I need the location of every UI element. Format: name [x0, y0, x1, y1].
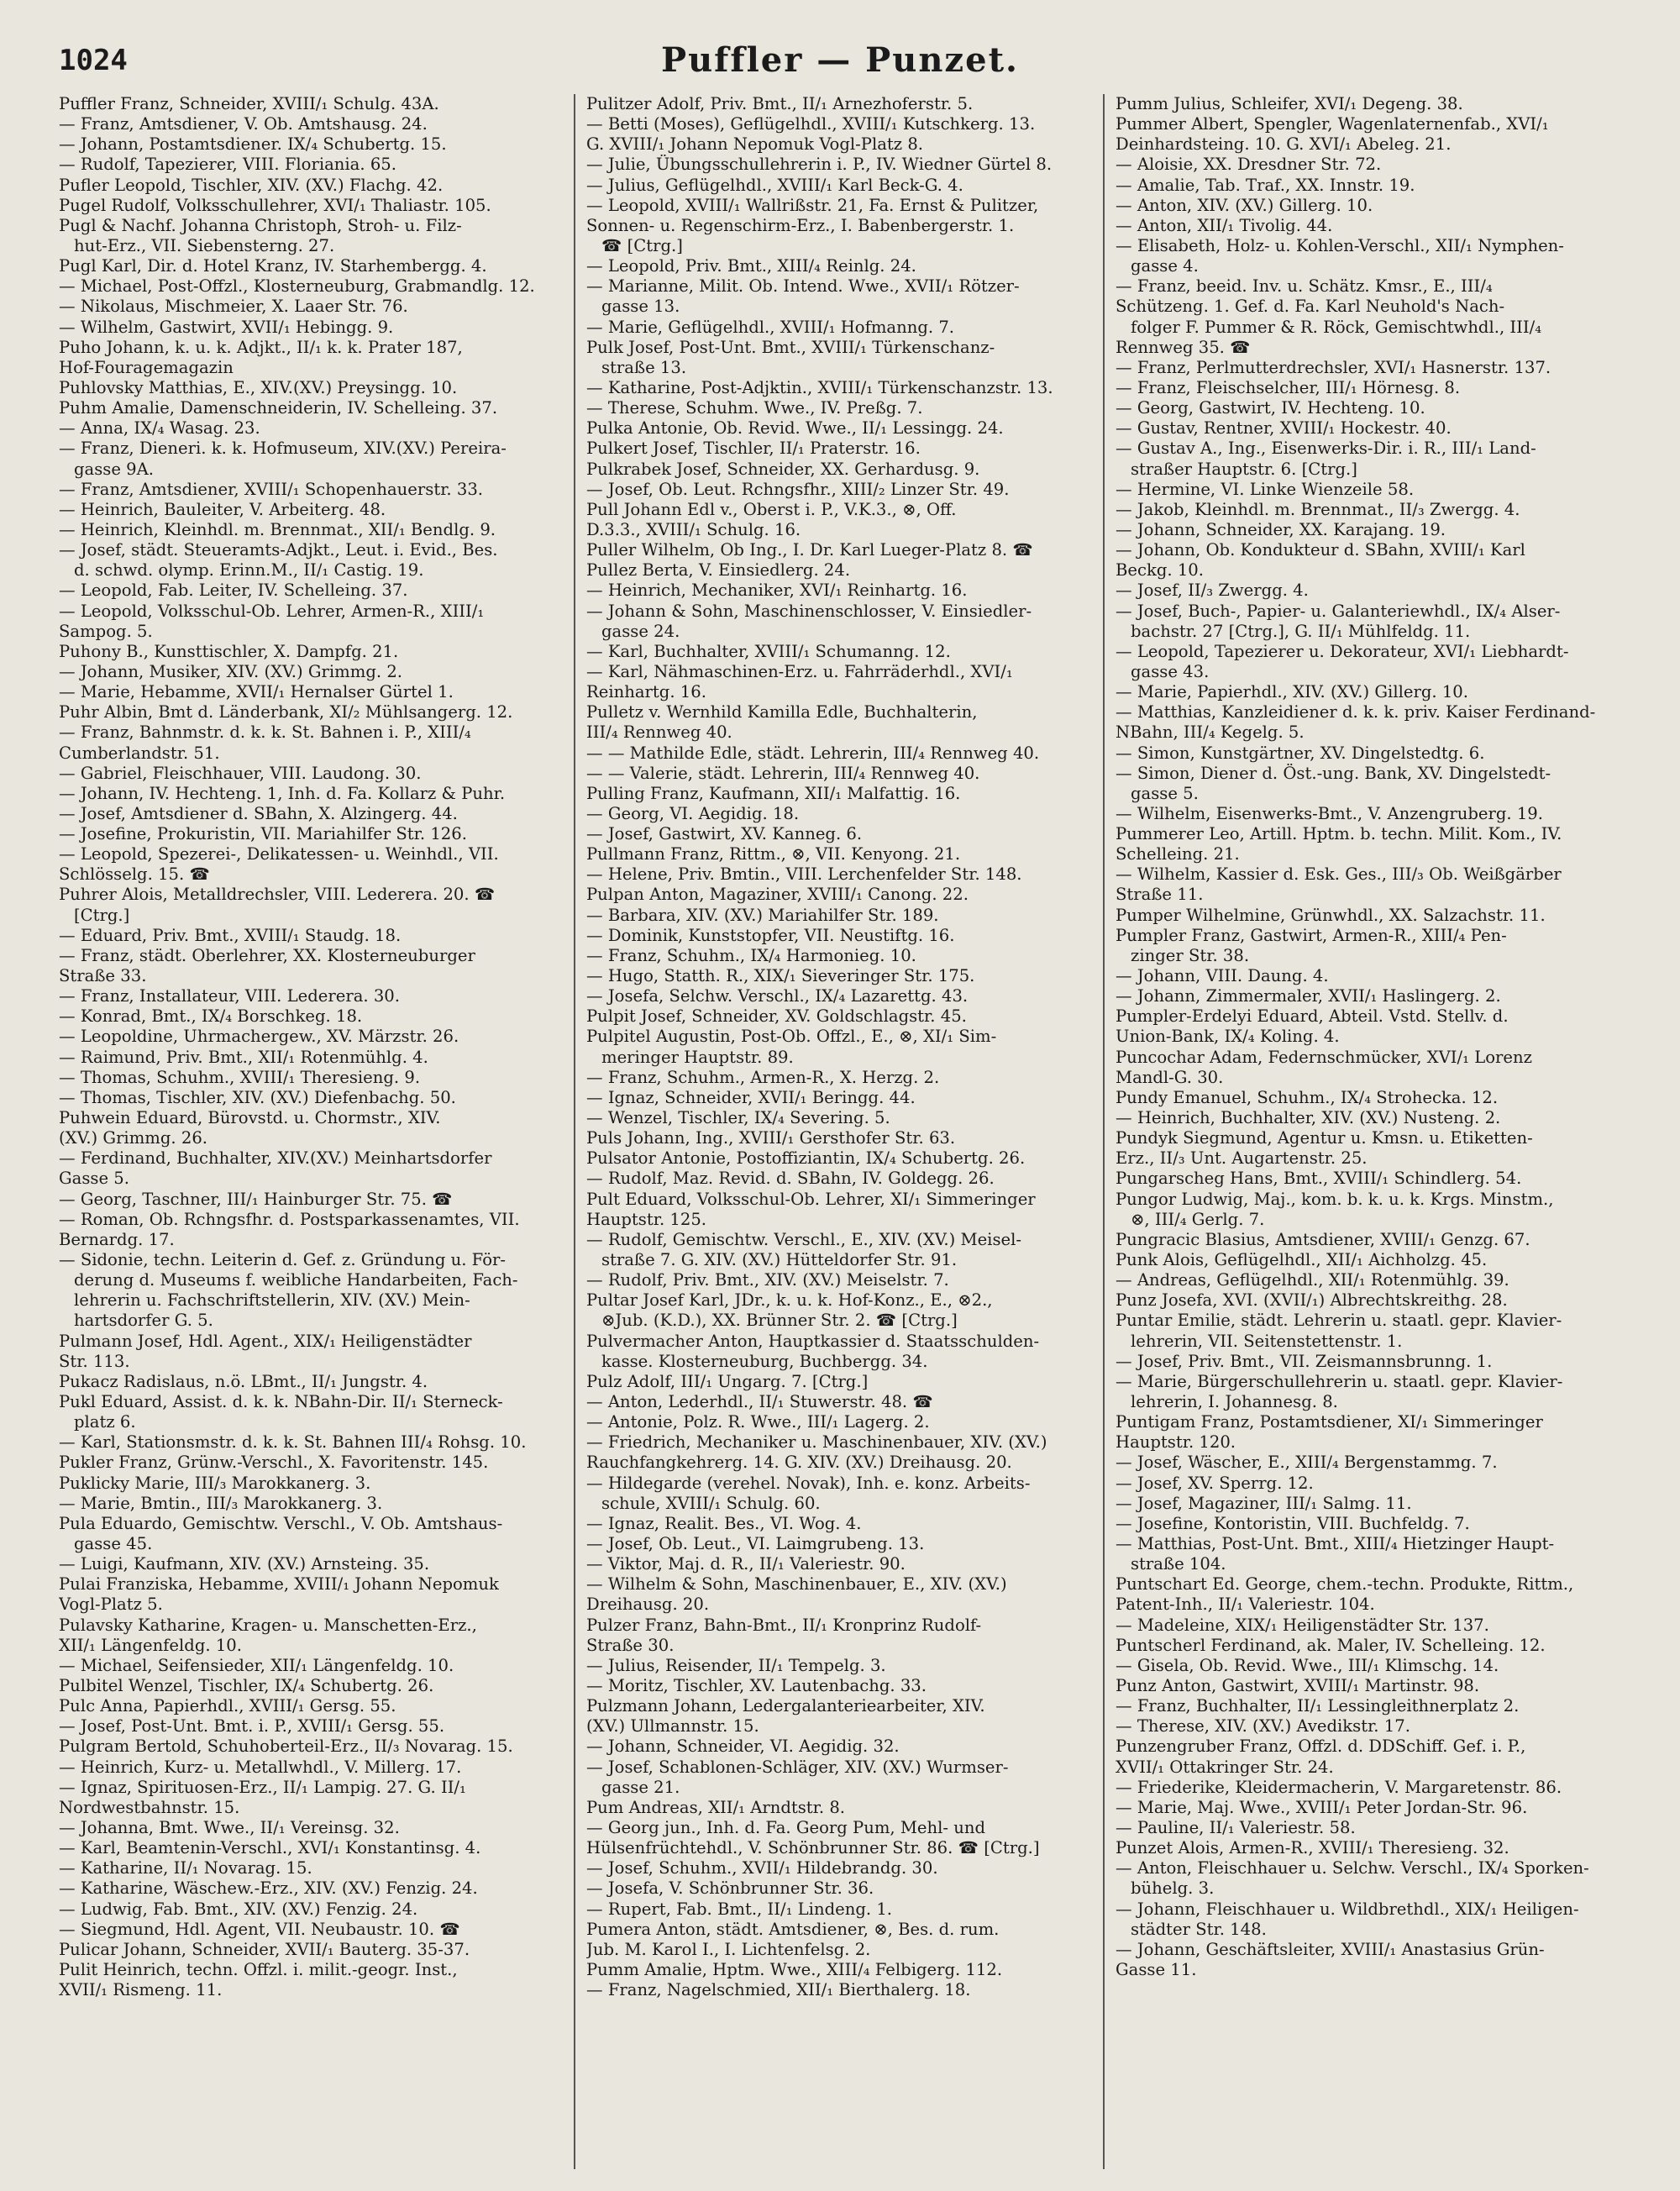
directory-entry-line: — Georg, VI. Aegidig. 18. [586, 803, 800, 823]
directory-entry-line: hartsdorfer G. 5. [74, 1311, 213, 1331]
directory-entry-line: — Ignaz, Schneider, XVII/₁ Beringg. 44. [586, 1087, 916, 1107]
directory-entry-line: derung d. Museums f. weibliche Handarbeiten, Fach- [74, 1270, 518, 1290]
directory-entry-line: [Ctrg.] [74, 905, 130, 925]
directory-column-1 [59, 94, 563, 2169]
directory-entry-line: — Viktor, Maj. d. R., II/₁ Valeriestr. 90. [586, 1554, 906, 1574]
directory-entry-line: — Marie, Bürgerschullehrerin u. staatl. gepr. Klavier- [1116, 1371, 1563, 1391]
directory-entry-line: — Heinrich, Buchhalter, XIV. (XV.) Nusteng. 2. [1116, 1108, 1501, 1128]
directory-entry-line: Pukacz Radislaus, n.ö. LBmt., II/₁ Jungstr. 4. [59, 1371, 428, 1391]
directory-entry-line: Bernardg. 17. [59, 1229, 175, 1249]
directory-entry-line: Puho Johann, k. u. k. Adjkt., II/₁ k. k. Prater 187, [59, 337, 463, 357]
directory-entry-line: — Jakob, Kleinhdl. m. Brennmat., II/₃ Zwergg. 4. [1116, 499, 1520, 519]
directory-entry-line: Sonnen- u. Regenschirm-Erz., I. Babenbergerstr. 1. [586, 215, 1015, 235]
directory-entry-line: — Rudolf, Gemischtw. Verschl., E., XIV. (XV.) Meisel- [586, 1229, 1021, 1249]
directory-entry-line: — Wilhelm, Gastwirt, XVII/₁ Hebingg. 9. [59, 317, 394, 337]
directory-entry-line: folger F. Pummer & R. Röck, Gemischtwhdl., III/₄ [1131, 317, 1542, 337]
directory-entry-line: — Georg jun., Inh. d. Fa. Georg Pum, Mehl- und [586, 1817, 986, 1837]
directory-entry-line: — Madeleine, XIX/₁ Heiligenstädter Str. 137. [1116, 1615, 1489, 1635]
directory-entry-line: — Franz, Buchhalter, II/₁ Lessingleithnerplatz 2. [1116, 1696, 1520, 1716]
directory-entry-line: — Eduard, Priv. Bmt., XVIII/₁ Staudg. 18. [59, 925, 402, 945]
directory-entry-line: — Johann, Postamtsdiener. IX/₄ Schubertg. 15. [59, 134, 447, 155]
directory-entry-line: — Michael, Seifensieder, XII/₁ Längenfeldg. 10. [59, 1655, 454, 1675]
directory-entry-line: — Ferdinand, Buchhalter, XIV.(XV.) Meinhartsdorfer [59, 1148, 492, 1169]
directory-entry-line: — Rupert, Fab. Bmt., II/₁ Lindeng. 1. [586, 1899, 893, 1919]
directory-entry-line: — Betti (Moses), Geflügelhdl., XVIII/₁ Kutschkerg. 13. [586, 114, 1036, 134]
directory-entry-line: — Josef, Amtsdiener d. SBahn, X. Alzingerg. 44. [59, 803, 458, 823]
directory-entry-line: Nordwestbahnstr. 15. [59, 1797, 240, 1817]
directory-entry-line: Punzengruber Franz, Offzl. d. DDSchiff. Gef. i. P., [1116, 1737, 1526, 1757]
directory-entry-line: — Gustav A., Ing., Eisenwerks-Dir. i. R., III/₁ Land- [1116, 439, 1536, 459]
directory-entry-line: Pulletz v. Wernhild Kamilla Edle, Buchhalterin, [586, 702, 978, 722]
directory-entry-line: — Thomas, Schuhm., XVIII/₁ Theresieng. 9. [59, 1067, 421, 1087]
directory-entry-line: — Josef, Schuhm., XVII/₁ Hildebrandg. 30. [586, 1858, 938, 1878]
directory-entry-line: — Josefine, Kontoristin, VIII. Buchfeldg. 7. [1116, 1513, 1470, 1533]
directory-entry-line: Pumpler-Erdelyi Eduard, Abteil. Vstd. Stellv. d. [1116, 1006, 1509, 1027]
directory-entry-line: — Marie, Bmtin., III/₃ Marokkanerg. 3. [59, 1493, 383, 1513]
directory-columns [59, 94, 1621, 2169]
directory-entry-line: — Karl, Nähmaschinen-Erz. u. Fahrräderhdl., XVI/₁ [586, 661, 1013, 681]
directory-entry-line: Pulling Franz, Kaufmann, XII/₁ Malfattig. 16. [586, 783, 961, 803]
directory-entry-line: Pulitzer Adolf, Priv. Bmt., II/₁ Arnezhoferstr. 5. [586, 94, 974, 113]
directory-entry-line: — Franz, Schuhm., IX/₄ Harmonieg. 10. [586, 945, 916, 965]
directory-entry-line: — Marie, Geflügelhdl., XVIII/₁ Hofmanng. 7. [586, 317, 955, 337]
directory-entry-line: — Rudolf, Maz. Revid. d. SBahn, IV. Goldegg. 26. [586, 1169, 995, 1189]
directory-entry-line: Schlösselg. 15. ☎ [59, 864, 210, 885]
directory-entry-line: Pulk Josef, Post-Unt. Bmt., XVIII/₁ Türkenschanz- [586, 337, 995, 357]
directory-entry-line: — Josef, Buch-, Papier- u. Galanteriewhdl., IX/₄ Alser- [1116, 601, 1561, 621]
directory-entry-line: Pullmann Franz, Rittm., ⊗, VII. Kenyong. 21. [586, 844, 961, 864]
directory-entry-line: — — Valerie, städt. Lehrerin, III/₄ Rennweg 40. [586, 763, 980, 783]
directory-entry-line: — Nikolaus, Mischmeier, X. Laaer Str. 76. [59, 297, 408, 317]
directory-entry-line: Pumper Wilhelmine, Grünwhdl., XX. Salzachstr. 11. [1116, 905, 1546, 925]
directory-entry-line: — Friedrich, Mechaniker u. Maschinenbauer, XIV. (XV.) [586, 1432, 1047, 1453]
directory-entry-line: Pulit Heinrich, techn. Offzl. i. milit.-geogr. Inst., [59, 1959, 458, 1979]
directory-entry-line: kasse. Klosterneuburg, Buchbergg. 34. [601, 1351, 928, 1371]
directory-entry-line: — Karl, Buchhalter, XVIII/₁ Schumanng. 12. [586, 641, 951, 661]
directory-entry-line: Hauptstr. 120. [1116, 1432, 1236, 1453]
directory-entry-line: Puhrer Alois, Metalldrechsler, VIII. Lederera. 20. ☎ [59, 885, 496, 905]
directory-entry-line: — Matthias, Post-Unt. Bmt., XIII/₄ Hietzinger Haupt- [1116, 1533, 1555, 1553]
directory-entry-line: Deinhardsteing. 10. G. XVI/₁ Abeleg. 21. [1116, 134, 1452, 155]
directory-entry-line: Puhlovsky Matthias, E., XIV.(XV.) Preysingg. 10. [59, 377, 458, 397]
directory-entry-line: Straße 11. [1116, 885, 1204, 905]
directory-entry-line: Pungracic Blasius, Amtsdiener, XVIII/₁ Genzg. 67. [1116, 1229, 1530, 1249]
directory-entry-line: — Hildegarde (verehel. Novak), Inh. e. konz. Arbeits- [586, 1473, 1031, 1493]
directory-entry-line: Pulsator Antonie, Postoffiziantin, IX/₄ Schubertg. 26. [586, 1148, 1026, 1169]
directory-entry-line: — Siegmund, Hdl. Agent, VII. Neubaustr. 10. ☎ [59, 1919, 460, 1939]
directory-entry-line: — Rudolf, Priv. Bmt., XIV. (XV.) Meiselstr. 7. [586, 1270, 949, 1290]
directory-entry-line: — Johann, Geschäftsleiter, XVIII/₁ Anastasius Grün- [1116, 1939, 1545, 1959]
directory-entry-line: Pungarscheg Hans, Bmt., XVIII/₁ Schindlerg. 54. [1116, 1169, 1522, 1189]
directory-entry-line: Schelleing. 21. [1116, 844, 1240, 864]
directory-entry-line: NBahn, III/₄ Kegelg. 5. [1116, 722, 1305, 743]
directory-entry-line: — Johanna, Bmt. Wwe., II/₁ Vereinsg. 32. [59, 1817, 400, 1837]
directory-entry-line: Pulbitel Wenzel, Tischler, IX/₄ Schubertg. 26. [59, 1675, 434, 1695]
directory-entry-line: — Aloisie, XX. Dresdner Str. 72. [1116, 155, 1382, 175]
directory-entry-line: schule, XVIII/₁ Schulg. 60. [601, 1493, 821, 1513]
directory-entry-line: — Gabriel, Fleischhauer, VIII. Laudong. 30. [59, 763, 422, 783]
directory-entry-line: — Johann, Zimmermaler, XVII/₁ Haslingerg. 2. [1116, 986, 1501, 1006]
directory-entry-line: — Heinrich, Kurz- u. Metallwhdl., V. Millerg. 17. [59, 1757, 462, 1777]
directory-entry-line: XVII/₁ Rismeng. 11. [59, 1980, 223, 2000]
directory-entry-line: — Anna, IX/₄ Wasag. 23. [59, 418, 260, 439]
directory-entry-line: — Heinrich, Bauleiter, V. Arbeiterg. 48. [59, 499, 386, 519]
directory-entry-line: — — Mathilde Edle, städt. Lehrerin, III/₄ Rennweg 40. [586, 743, 1040, 763]
directory-entry-line: — Georg, Gastwirt, IV. Hechteng. 10. [1116, 398, 1425, 418]
directory-entry-line: — Josef, XV. Sperrg. 12. [1116, 1473, 1314, 1493]
directory-entry-line: lehrerin, VII. Seitenstettenstr. 1. [1131, 1331, 1403, 1351]
directory-entry-line: — Amalie, Tab. Traf., XX. Innstr. 19. [1116, 175, 1415, 195]
directory-entry-line: — Antonie, Polz. R. Wwe., III/₁ Lagerg. 2. [586, 1412, 930, 1432]
directory-entry-line: Punz Josefa, XVI. (XVII/₁) Albrechtskreithg. 28. [1116, 1290, 1508, 1311]
directory-entry-line: gasse 13. [601, 297, 680, 317]
directory-entry-line: Beckg. 10. [1116, 560, 1205, 581]
directory-entry-line: — Leopoldine, Uhrmachergew., XV. Märzstr. 26. [59, 1027, 459, 1047]
directory-entry-line: — Andreas, Geflügelhdl., XII/₁ Rotenmühlg. 39. [1116, 1270, 1509, 1290]
directory-entry-line: Pultar Josef Karl, JDr., k. u. k. Hof-Konz., E., ⊗2., [586, 1290, 993, 1311]
directory-entry-line: — Raimund, Priv. Bmt., XII/₁ Rotenmühlg. 4. [59, 1047, 428, 1067]
directory-entry-line: meringer Hauptstr. 89. [601, 1047, 794, 1067]
directory-entry-line: — Franz, Fleischselcher, III/₁ Hörnesg. 8. [1116, 377, 1461, 397]
directory-entry-line: — Josefine, Prokuristin, VII. Mariahilfer Str. 126. [59, 824, 467, 844]
directory-entry-line: Pulzmann Johann, Ledergalanteriearbeiter, XIV. [586, 1696, 985, 1716]
directory-entry-line: III/₄ Rennweg 40. [586, 722, 732, 743]
directory-entry-line: — Thomas, Tischler, XIV. (XV.) Diefenbachg. 50. [59, 1087, 456, 1107]
directory-entry-line: Rauchfangkehrerg. 14. G. XIV. (XV.) Dreihausg. 20. [586, 1453, 1012, 1473]
directory-column-2 [586, 94, 1090, 2169]
directory-entry-line: — Heinrich, Kleinhdl. m. Brennmat., XII/₁ Bendlg. 9. [59, 519, 496, 539]
directory-entry-line: — Gisela, Ob. Revid. Wwe., III/₁ Klimschg. 14. [1116, 1655, 1499, 1675]
directory-entry-line: — Katharine, II/₁ Novarag. 15. [59, 1858, 312, 1878]
directory-entry-line: Straße 30. [586, 1635, 675, 1655]
directory-entry-line: Pumm Julius, Schleifer, XVI/₁ Degeng. 38. [1116, 94, 1463, 113]
page-title: Puffler — Punzet. [661, 40, 1019, 80]
directory-entry-line: Pukler Franz, Grünw.-Verschl., X. Favoritenstr. 145. [59, 1453, 489, 1473]
directory-entry-line: Punz Anton, Gastwirt, XVIII/₁ Martinstr. 98. [1116, 1675, 1480, 1695]
directory-entry-line: — Josefa, Selchw. Verschl., IX/₄ Lazarettg. 43. [586, 986, 969, 1006]
directory-entry-line: (XV.) Ullmannstr. 15. [586, 1716, 759, 1737]
directory-entry-line: — Konrad, Bmt., IX/₄ Borschkeg. 18. [59, 1006, 363, 1027]
directory-entry-line: — Josef, Wäscher, E., XIII/₄ Bergenstammg. 7. [1116, 1453, 1498, 1473]
directory-entry-line: Pukl Eduard, Assist. d. k. k. NBahn-Dir. II/₁ Sterneck- [59, 1392, 503, 1411]
directory-entry-line: — Dominik, Kunststopfer, VII. Neustiftg. 16. [586, 925, 955, 945]
directory-entry-line: Pulpit Josef, Schneider, XV. Goldschlagstr. 45. [586, 1006, 967, 1027]
directory-entry-line: Pulz Adolf, III/₁ Ungarg. 7. [Ctrg.] [586, 1371, 869, 1391]
directory-entry-line: Pumera Anton, städt. Amtsdiener, ⊗, Bes. d. rum. [586, 1919, 1000, 1939]
directory-entry-line: — Michael, Post-Offzl., Klosterneuburg, Grabmandlg. 12. [59, 276, 535, 297]
directory-entry-line: Pum Andreas, XII/₁ Arndtstr. 8. [586, 1797, 846, 1817]
directory-entry-line: — Franz, Dieneri. k. k. Hofmuseum, XIV.(XV.) Pereira- [59, 439, 507, 459]
directory-entry-line: — Therese, XIV. (XV.) Avedikstr. 17. [1116, 1716, 1410, 1737]
directory-entry-line: gasse 43. [1131, 661, 1210, 681]
directory-entry-line: — Franz, Schuhm., Armen-R., X. Herzg. 2. [586, 1067, 940, 1087]
directory-entry-line: Pundyk Siegmund, Agentur u. Kmsn. u. Etiketten- [1116, 1128, 1533, 1148]
directory-entry-line: — Anton, Fleischhauer u. Selchw. Verschl., IX/₄ Sporken- [1116, 1858, 1589, 1878]
directory-entry-line: gasse 21. [601, 1777, 680, 1797]
directory-entry-line: lehrerin, I. Johannesg. 8. [1131, 1392, 1338, 1411]
directory-entry-line: — Pauline, II/₁ Valeriestr. 58. [1116, 1817, 1356, 1837]
directory-entry-line: — Leopold, XVIII/₁ Wallrißstr. 21, Fa. Ernst & Pulitzer, [586, 195, 1039, 215]
directory-entry-line: — Anton, Lederhdl., II/₁ Stuwerstr. 48. ☎ [586, 1392, 933, 1411]
directory-entry-line: — Friederike, Kleidermacherin, V. Margaretenstr. 86. [1116, 1777, 1562, 1797]
directory-entry-line: Str. 113. [59, 1351, 130, 1371]
directory-entry-line: — Gustav, Rentner, XVIII/₁ Hockestr. 40. [1116, 418, 1452, 439]
directory-entry-line: — Josef, II/₃ Zwergg. 4. [1116, 581, 1309, 601]
directory-entry-line: Hülsenfrüchtehdl., V. Schönbrunner Str. 86. ☎ [Ctrg.] [586, 1838, 1040, 1858]
directory-entry-line: Pullez Berta, V. Einsiedlerg. 24. [586, 560, 851, 581]
directory-entry-line: — Anton, XII/₁ Tivolig. 44. [1116, 215, 1333, 235]
directory-entry-line: gasse 9A. [74, 459, 155, 479]
directory-entry-line: — Marie, Maj. Wwe., XVIII/₁ Peter Jordan-Str. 96. [1116, 1797, 1528, 1817]
directory-entry-line: Puller Wilhelm, Ob Ing., I. Dr. Karl Lueger-Platz 8. ☎ [586, 540, 1033, 560]
directory-entry-line: Punk Alois, Geflügelhdl., XII/₁ Aichholzg. 45. [1116, 1250, 1488, 1270]
directory-entry-line: ⊗Jub. (K.D.), XX. Brünner Str. 2. ☎ [Ctrg.] [601, 1311, 958, 1331]
directory-entry-line: — Julius, Reisender, II/₁ Tempelg. 3. [586, 1655, 886, 1675]
directory-entry-line: Gasse 11. [1116, 1959, 1197, 1979]
directory-entry-line: Punzet Alois, Armen-R., XVIII/₁ Theresieng. 32. [1116, 1838, 1509, 1858]
directory-entry-line: XVII/₁ Ottakringer Str. 24. [1116, 1757, 1334, 1777]
directory-entry-line: (XV.) Grimmg. 26. [59, 1128, 208, 1148]
directory-entry-line: Schützeng. 1. Gef. d. Fa. Karl Neuhold's Nach- [1116, 297, 1505, 317]
directory-entry-line: Pulicar Johann, Schneider, XVII/₁ Bauterg. 35-37. [59, 1939, 470, 1959]
directory-entry-line: — Matthias, Kanzleidiener d. k. k. priv. Kaiser Ferdinand- [1116, 702, 1596, 722]
directory-entry-line: Puntschart Ed. George, chem.-techn. Produkte, Rittm., [1116, 1574, 1574, 1595]
directory-entry-line: Pulmann Josef, Hdl. Agent., XIX/₁ Heiligenstädter [59, 1331, 472, 1351]
directory-entry-line: Puncochar Adam, Federnschmücker, XVI/₁ Lorenz [1116, 1047, 1532, 1067]
directory-entry-line: — Julie, Übungsschullehrerin i. P., IV. Wiedner Gürtel 8. [586, 155, 1053, 175]
page-number: 1024 [59, 44, 128, 77]
directory-entry-line: Pulpitel Augustin, Post-Ob. Offzl., E., ⊗, XI/₁ Sim- [586, 1027, 997, 1047]
directory-entry-line: Reinhartg. 16. [586, 682, 706, 702]
directory-entry-line: — Julius, Geflügelhdl., XVIII/₁ Karl Beck-G. 4. [586, 175, 963, 195]
directory-entry-line: Pumpler Franz, Gastwirt, Armen-R., XIII/₄ Pen- [1116, 925, 1507, 945]
directory-entry-line: — Roman, Ob. Rchngsfhr. d. Postsparkassenamtes, VII. [59, 1209, 520, 1229]
directory-entry-line: — Wilhelm, Eisenwerks-Bmt., V. Anzengruberg. 19. [1116, 803, 1544, 823]
directory-entry-line: Pundy Emanuel, Schuhm., IX/₄ Strohecka. 12. [1116, 1087, 1499, 1107]
directory-entry-line: Puklicky Marie, III/₃ Marokkanerg. 3. [59, 1473, 371, 1493]
directory-entry-line: — Josef, Priv. Bmt., VII. Zeismannsbrunng. 1. [1116, 1351, 1493, 1371]
directory-entry-line: — Johann & Sohn, Maschinenschlosser, V. Einsiedler- [586, 601, 1032, 621]
directory-entry-line: — Leopold, Spezerei-, Delikatessen- u. Weinhdl., VII. [59, 844, 499, 864]
directory-entry-line: ☎ [Ctrg.] [601, 235, 683, 255]
directory-entry-line: — Anton, XIV. (XV.) Gillerg. 10. [1116, 195, 1373, 215]
directory-entry-line: — Johann, Ob. Kondukteur d. SBahn, XVIII/₁ Karl [1116, 540, 1525, 560]
directory-entry-line: bachstr. 27 [Ctrg.], G. II/₁ Mühlfeldg. 11. [1131, 621, 1471, 641]
directory-entry-line: Vogl-Platz 5. [59, 1595, 163, 1615]
directory-entry-line: — Leopold, Fab. Leiter, IV. Schelleing. 37. [59, 581, 408, 601]
directory-entry-line: Puhr Albin, Bmt d. Länderbank, XI/₂ Mühlsangerg. 12. [59, 702, 513, 722]
directory-entry-line: — Franz, Nagelschmied, XII/₁ Bierthalerg. 18. [586, 1980, 971, 2000]
directory-entry-line: — Leopold, Tapezierer u. Dekorateur, XVI/₁ Liebhardt- [1116, 641, 1569, 661]
directory-entry-line: — Sidonie, techn. Leiterin d. Gef. z. Gründung u. För- [59, 1250, 506, 1270]
directory-entry-line: — Josefa, V. Schönbrunner Str. 36. [586, 1878, 874, 1899]
directory-entry-line: — Marianne, Milit. Ob. Intend. Wwe., XVII/₁ Rötzer- [586, 276, 1020, 297]
directory-entry-line: gasse 4. [1131, 256, 1199, 276]
directory-entry-line: — Josef, Ob. Leut. Rchngsfhr., XIII/₂ Linzer Str. 49. [586, 479, 1010, 499]
directory-entry-line: — Elisabeth, Holz- u. Kohlen-Verschl., XII/₁ Nymphen- [1116, 235, 1564, 255]
directory-entry-line: bühelg. 3. [1131, 1878, 1215, 1899]
directory-entry-line: Pult Eduard, Volksschul-Ob. Lehrer, XI/₁ Simmeringer [586, 1189, 1036, 1209]
directory-entry-line: Pulgram Bertold, Schuhoberteil-Erz., II/₃ Novarag. 15. [59, 1737, 513, 1757]
directory-entry-line: — Hermine, VI. Linke Wienzeile 58. [1116, 479, 1415, 499]
directory-entry-line: — Josef, Magaziner, III/₁ Salmg. 11. [1116, 1493, 1412, 1513]
directory-entry-line: — Franz, städt. Oberlehrer, XX. Klosterneuburger [59, 945, 475, 965]
directory-entry-line: — Ignaz, Spirituosen-Erz., II/₁ Lampig. 27. G. II/₁ [59, 1777, 466, 1797]
directory-entry-line: Jub. M. Karol I., I. Lichtenfelsg. 2. [586, 1939, 871, 1959]
directory-entry-line: Union-Bank, IX/₄ Koling. 4. [1116, 1027, 1340, 1047]
directory-entry-line: — Josef, Ob. Leut., VI. Laimgrubeng. 13. [586, 1533, 925, 1553]
directory-entry-line: — Josef, Schablonen-Schläger, XIV. (XV.) Wurmser- [586, 1757, 1009, 1777]
directory-entry-line: Puhwein Eduard, Bürovstd. u. Chormstr., XIV. [59, 1108, 441, 1128]
directory-entry-line: — Franz, Installateur, VIII. Lederera. 30. [59, 986, 401, 1006]
directory-entry-line: lehrerin u. Fachschriftstellerin, XIV. (XV.) Mein- [74, 1290, 470, 1311]
directory-entry-line: — Marie, Papierhdl., XIV. (XV.) Gillerg. 10. [1116, 682, 1468, 702]
directory-entry-line: Puntar Emilie, städt. Lehrerin u. staatl. gepr. Klavier- [1116, 1311, 1562, 1331]
directory-entry-line: Pulka Antonie, Ob. Revid. Wwe., II/₁ Lessingg. 24. [586, 418, 1004, 439]
directory-entry-line: — Ignaz, Realit. Bes., VI. Wog. 4. [586, 1513, 862, 1533]
directory-entry-line: Gasse 5. [59, 1169, 129, 1189]
directory-entry-line: Cumberlandstr. 51. [59, 743, 220, 763]
directory-entry-line: — Franz, Amtsdiener, XVIII/₁ Schopenhauerstr. 33. [59, 479, 484, 499]
directory-entry-line: — Franz, Amtsdiener, V. Ob. Amtshausg. 24. [59, 114, 428, 134]
directory-entry-line: XII/₁ Längenfeldg. 10. [59, 1635, 242, 1655]
directory-entry-line: platz 6. [74, 1412, 136, 1432]
directory-entry-line: Pull Johann Edl v., Oberst i. P., V.K.3., ⊗, Off. [586, 499, 957, 519]
directory-entry-line: — Franz, beeid. Inv. u. Schätz. Kmsr., E., III/₄ [1116, 276, 1493, 297]
directory-entry-line: Pulai Franziska, Hebamme, XVIII/₁ Johann Nepomuk [59, 1574, 499, 1595]
directory-entry-line: Straße 33. [59, 966, 147, 986]
directory-entry-line: Puffler Franz, Schneider, XVIII/₁ Schulg. 43A. [59, 94, 439, 113]
directory-entry-line: gasse 45. [74, 1533, 153, 1553]
directory-entry-line: Pulvermacher Anton, Hauptkassier d. Staatsschulden- [586, 1331, 1040, 1351]
directory-entry-line: — Therese, Schuhm. Wwe., IV. Preßg. 7. [586, 398, 923, 418]
directory-entry-line: — Moritz, Tischler, XV. Lautenbachg. 33. [586, 1675, 927, 1695]
directory-entry-line: Pugel Rudolf, Volksschullehrer, XVI/₁ Thaliastr. 105. [59, 195, 491, 215]
directory-entry-line: Erz., II/₃ Unt. Augartenstr. 25. [1116, 1148, 1368, 1169]
directory-entry-line: — Franz, Bahnmstr. d. k. k. St. Bahnen i. P., XIII/₄ [59, 722, 471, 743]
page-header [59, 40, 1621, 94]
directory-entry-line: Pulavsky Katharine, Kragen- u. Manschetten-Erz., [59, 1615, 477, 1635]
directory-entry-line: — Helene, Priv. Bmtin., VIII. Lerchenfelder Str. 148. [586, 864, 1022, 885]
directory-entry-line: — Wilhelm & Sohn, Maschinenbauer, E., XIV. (XV.) [586, 1574, 1007, 1595]
directory-entry-line: Pugl Karl, Dir. d. Hotel Kranz, IV. Starhembergg. 4. [59, 256, 487, 276]
directory-entry-line: — Wenzel, Tischler, IX/₄ Severing. 5. [586, 1108, 890, 1128]
directory-entry-line: — Simon, Diener d. Öst.-ung. Bank, XV. Dingelstedt- [1116, 763, 1551, 783]
directory-entry-line: Pummerer Leo, Artill. Hptm. b. techn. Milit. Kom., IV. [1116, 824, 1562, 844]
directory-entry-line: Hof-Fouragemagazin [59, 357, 234, 377]
directory-entry-line: Hauptstr. 125. [586, 1209, 707, 1229]
directory-entry-line: — Simon, Kunstgärtner, XV. Dingelstedtg. 6. [1116, 743, 1485, 763]
directory-entry-line: Pungor Ludwig, Maj., kom. b. k. u. k. Krgs. Minstm., [1116, 1189, 1554, 1209]
directory-entry-line: — Franz, Perlmutterdrechsler, XVI/₁ Hasnerstr. 137. [1116, 357, 1551, 377]
directory-entry-line: straßer Hauptstr. 6. [Ctrg.] [1131, 459, 1357, 479]
directory-entry-line: Pula Eduardo, Gemischtw. Verschl., V. Ob. Amtshaus- [59, 1513, 503, 1533]
directory-entry-line: Pufler Leopold, Tischler, XIV. (XV.) Flachg. 42. [59, 175, 444, 195]
directory-entry-line: Sampog. 5. [59, 621, 153, 641]
directory-entry-line: gasse 24. [601, 621, 680, 641]
directory-entry-line: d. schwd. olymp. Erinn.M., II/₁ Castig. 19. [74, 560, 424, 581]
directory-entry-line: — Johann, Fleischhauer u. Wildbrethdl., XIX/₁ Heiligen- [1116, 1899, 1579, 1919]
directory-entry-line: — Josef, städt. Steueramts-Adjkt., Leut. i. Evid., Bes. [59, 540, 498, 560]
directory-entry-line: straße 13. [601, 357, 687, 377]
directory-entry-line: Dreihausg. 20. [586, 1595, 710, 1615]
directory-entry-line: straße 104. [1131, 1554, 1226, 1574]
directory-entry-line: — Katharine, Wäschew.-Erz., XIV. (XV.) Fenzig. 24. [59, 1878, 478, 1899]
directory-entry-line: — Barbara, XIV. (XV.) Mariahilfer Str. 189. [586, 905, 939, 925]
directory-entry-line: — Luigi, Kaufmann, XIV. (XV.) Arnsteing. 35. [59, 1554, 430, 1574]
directory-entry-line: Pulkrabek Josef, Schneider, XX. Gerhardusg. 9. [586, 459, 980, 479]
directory-entry-line: städter Str. 148. [1131, 1919, 1267, 1939]
directory-entry-line: — Karl, Stationsmstr. d. k. k. St. Bahnen III/₄ Rohsg. 10. [59, 1432, 527, 1453]
directory-entry-line: Rennweg 35. ☎ [1116, 337, 1251, 357]
directory-entry-line: — Rudolf, Tapezierer, VIII. Floriania. 65. [59, 155, 396, 175]
directory-entry-line: Pulzer Franz, Bahn-Bmt., II/₁ Kronprinz Rudolf- [586, 1615, 982, 1635]
directory-column-3 [1116, 94, 1620, 2169]
directory-entry-line: Pugl & Nachf. Johanna Christoph, Stroh- u. Filz- [59, 215, 462, 235]
directory-entry-line: — Josef, Post-Unt. Bmt. i. P., XVIII/₁ Gersg. 55. [59, 1716, 445, 1737]
directory-entry-line: Pulkert Josef, Tischler, II/₁ Praterstr. 16. [586, 439, 921, 459]
directory-entry-line: Puntscherl Ferdinand, ak. Maler, IV. Schelleing. 12. [1116, 1635, 1546, 1655]
directory-entry-line: — Johann, Musiker, XIV. (XV.) Grimmg. 2. [59, 661, 403, 681]
directory-entry-line: Puls Johann, Ing., XVIII/₁ Gersthofer Str. 63. [586, 1128, 956, 1148]
directory-entry-line: — Johann, IV. Hechteng. 1, Inh. d. Fa. Kollarz & Puhr. [59, 783, 506, 803]
directory-entry-line: — Marie, Hebamme, XVII/₁ Hernalser Gürtel 1. [59, 682, 454, 702]
directory-entry-line: G. XVIII/₁ Johann Nepomuk Vogl-Platz 8. [586, 134, 924, 155]
directory-entry-line: straße 7. G. XIV. (XV.) Hütteldorfer Str. 91. [601, 1250, 958, 1270]
directory-entry-line: — Karl, Beamtenin-Verschl., XVI/₁ Konstantinsg. 4. [59, 1838, 481, 1858]
directory-entry-line: — Katharine, Post-Adjktin., XVIII/₁ Türkenschanzstr. 13. [586, 377, 1053, 397]
directory-entry-line: Pulc Anna, Papierhdl., XVIII/₁ Gersg. 55. [59, 1696, 396, 1716]
directory-entry-line: D.3.3., XVIII/₁ Schulg. 16. [586, 519, 801, 539]
directory-entry-line: Pulpan Anton, Magaziner, XVIII/₁ Canong. 22. [586, 885, 969, 905]
directory-entry-line: — Hugo, Statth. R., XIX/₁ Sieveringer Str. 175. [586, 966, 975, 986]
directory-entry-line: Pumm Amalie, Hptm. Wwe., XIII/₄ Felbigerg. 112. [586, 1959, 1003, 1979]
directory-entry-line: Puhony B., Kunsttischler, X. Dampfg. 21. [59, 641, 399, 661]
directory-entry-line: ⊗, III/₄ Gerlg. 7. [1131, 1209, 1265, 1229]
directory-entry-line: gasse 5. [1131, 783, 1199, 803]
directory-entry-line: — Johann, Schneider, XX. Karajang. 19. [1116, 519, 1446, 539]
directory-entry-line: — Johann, Schneider, VI. Aegidig. 32. [586, 1737, 900, 1757]
directory-entry-line: zinger Str. 38. [1131, 945, 1250, 965]
directory-entry-line: — Johann, VIII. Daung. 4. [1116, 966, 1329, 986]
directory-entry-line: Pummer Albert, Spengler, Wagenlaternenfab., XVI/₁ [1116, 114, 1549, 134]
directory-entry-line: — Leopold, Volksschul-Ob. Lehrer, Armen-R., XIII/₁ [59, 601, 485, 621]
directory-entry-line: — Leopold, Priv. Bmt., XIII/₄ Reinlg. 24. [586, 256, 916, 276]
directory-entry-line: Puhm Amalie, Damenschneiderin, IV. Schelleing. 37. [59, 398, 498, 418]
directory-entry-line: Patent-Inh., II/₁ Valeriestr. 104. [1116, 1595, 1375, 1615]
directory-entry-line: — Josef, Gastwirt, XV. Kanneg. 6. [586, 824, 863, 844]
directory-entry-line: Puntigam Franz, Postamtsdiener, XI/₁ Simmeringer [1116, 1412, 1543, 1432]
directory-entry-line: — Ludwig, Fab. Bmt., XIV. (XV.) Fenzig. 24. [59, 1899, 418, 1919]
directory-entry-line: hut-Erz., VII. Siebensterng. 27. [74, 235, 335, 255]
directory-entry-line: — Georg, Taschner, III/₁ Hainburger Str. 75. ☎ [59, 1189, 453, 1209]
directory-entry-line: — Heinrich, Mechaniker, XVI/₁ Reinhartg. 16. [586, 581, 968, 601]
directory-entry-line: — Wilhelm, Kassier d. Esk. Ges., III/₃ Ob. Weißgärber [1116, 864, 1562, 885]
directory-entry-line: Mandl-G. 30. [1116, 1067, 1224, 1087]
